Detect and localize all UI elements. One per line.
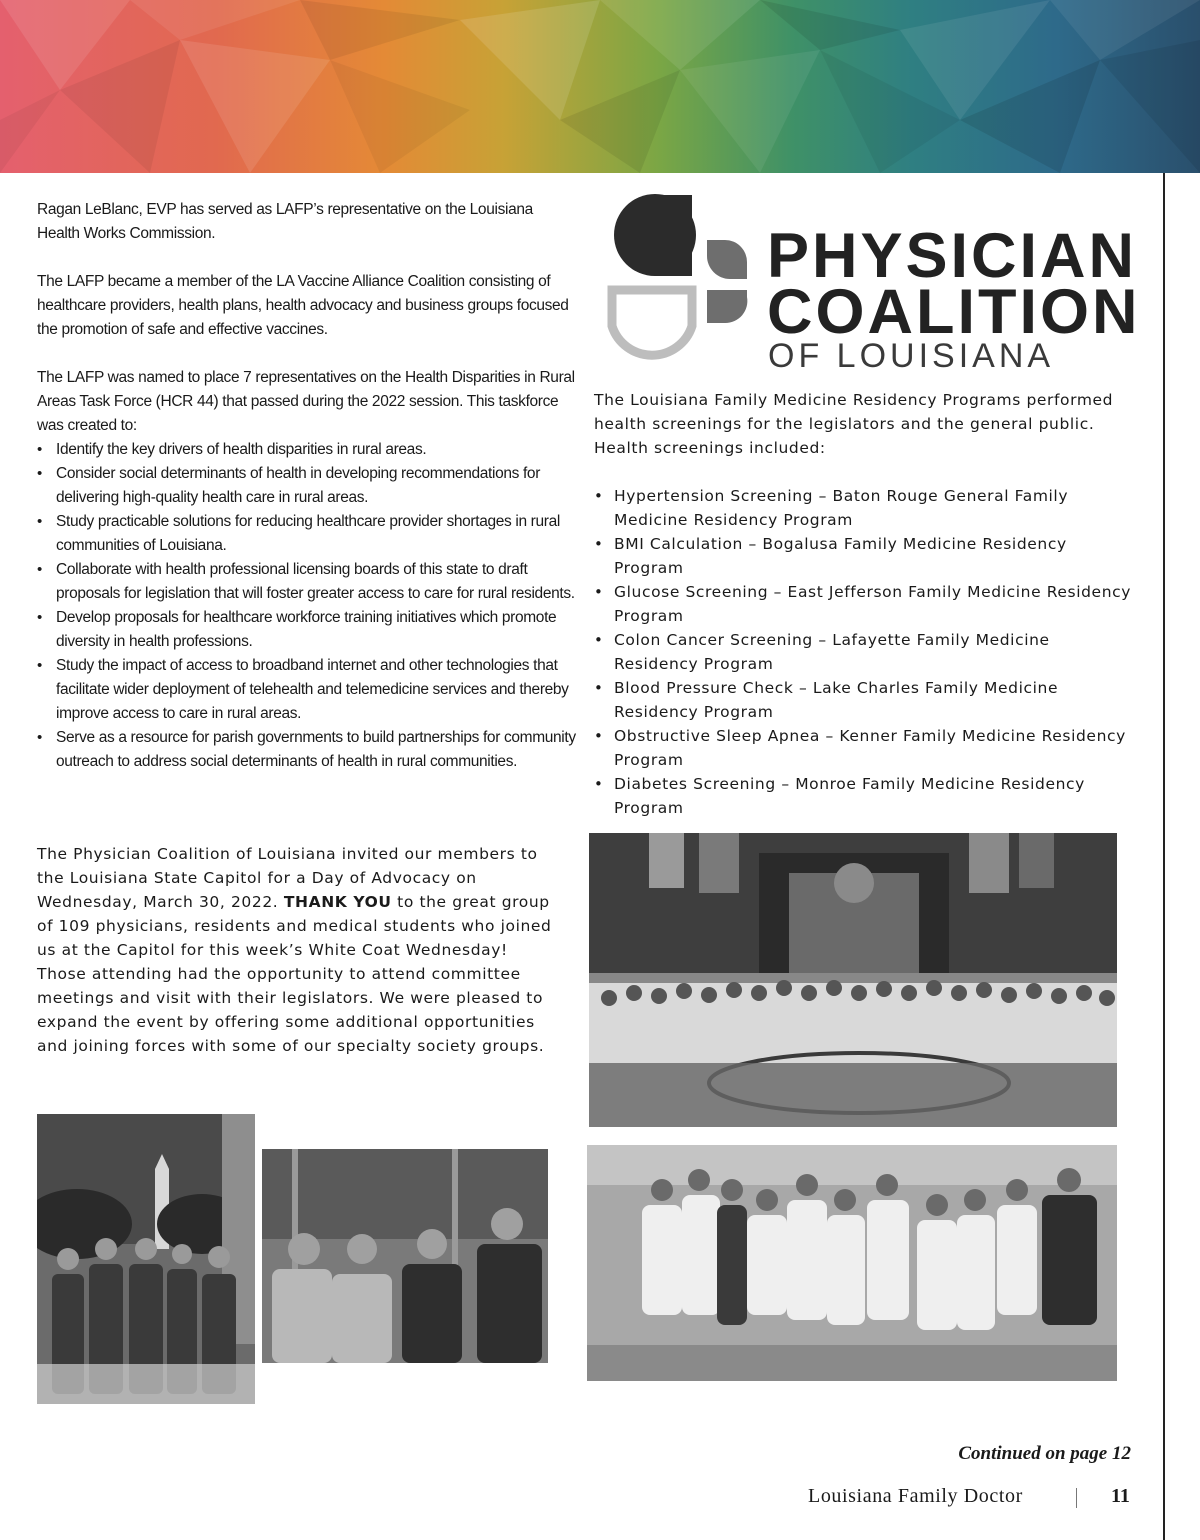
list-item: • Blood Pressure Check – Lake Charles Family Medicine Residency Program bbox=[594, 676, 1134, 724]
left-column bbox=[37, 198, 577, 798]
footer-page-number: 11 bbox=[1111, 1485, 1130, 1507]
paragraph-task-force: The LAFP was named to place 7 representatives on the Health Disparities in Rural Areas Task Force (HCR 44) that passed during the 2022 session. This taskforce was created to: bbox=[37, 369, 575, 434]
list-item: • Diabetes Screening – Monroe Family Medicine Residency Program bbox=[594, 772, 1134, 820]
right-margin-rule bbox=[1163, 173, 1165, 1540]
advocacy-rest: to the great group of 109 physicians, residents and medical students who joined us at the Capitol for this week’s White Coat Wednesday! Those attending had the opportunity to attend committee meetings and visit with their legislators. We were pleased to expand the event by offering some additional opportunities and joining forces with some of our specialty society groups. bbox=[37, 893, 552, 1055]
list-item: • Develop proposals for healthcare workforce training initiatives which promote diversity in health professions. bbox=[37, 606, 577, 654]
list-item: • Collaborate with health professional licensing boards of this state to draft proposals for legislation that will foster greater access to care for rural residents. bbox=[37, 558, 577, 606]
screenings-list bbox=[594, 484, 1134, 820]
paragraph-health-works: Ragan LeBlanc, EVP has served as LAFP’s representative on the Louisiana Health Works Commission. bbox=[37, 201, 533, 242]
list-item: • Serve as a resource for parish governments to build partnerships for community outreach to address social determinants of health in rural communities. bbox=[37, 726, 577, 774]
header-banner bbox=[0, 0, 1200, 173]
paragraph-day-of-advocacy bbox=[37, 842, 562, 1058]
list-item: • Study the impact of access to broadband internet and other technologies that facilitate wider deployment of telehealth and telemedicine services and thereby improve access to care in rural areas. bbox=[37, 654, 577, 726]
paragraph-health-screenings: The Louisiana Family Medicine Residency Programs performed health screenings for the legislators and the general public. Health screenings included: bbox=[594, 391, 1114, 457]
list-item: • Consider social determinants of health in developing recommendations for delivering high-quality health care in rural areas. bbox=[37, 462, 577, 510]
list-item: • Identify the key drivers of health disparities in rural areas. bbox=[37, 438, 577, 462]
photo-residents-white-coats bbox=[587, 1145, 1117, 1381]
continued-note: Continued on page 12 bbox=[958, 1443, 1131, 1464]
banner-polygon-pattern bbox=[0, 0, 1200, 173]
photo-reception-group bbox=[262, 1149, 548, 1363]
advocacy-intro: The Physician Coalition of Louisiana invited our members to the Louisiana State Capitol for a Day of Advocacy on Wednesday, March 30, 2022. bbox=[37, 845, 538, 911]
physician-coalition-logo bbox=[607, 193, 1141, 375]
list-item: • Glucose Screening – East Jefferson Family Medicine Residency Program bbox=[594, 580, 1134, 628]
right-column bbox=[594, 388, 1134, 844]
photo-capitol-night-group bbox=[37, 1114, 255, 1404]
list-item: • Study practicable solutions for reducing healthcare provider shortages in rural communities of Louisiana. bbox=[37, 510, 577, 558]
list-item: • Hypertension Screening – Baton Rouge General Family Medicine Residency Program bbox=[594, 484, 1134, 532]
logo-line-physician: PHYSICIAN bbox=[767, 221, 1138, 291]
photo-capitol-rotunda-group bbox=[589, 833, 1117, 1127]
footer-publication-title: Louisiana Family Doctor bbox=[808, 1485, 1023, 1507]
logo-line-coalition: COALITION bbox=[767, 277, 1141, 347]
list-item: • Obstructive Sleep Apnea – Kenner Family Medicine Residency Program bbox=[594, 724, 1134, 772]
taskforce-list bbox=[37, 438, 577, 774]
list-item: • BMI Calculation – Bogalusa Family Medicine Residency Program bbox=[594, 532, 1134, 580]
logo-mark-icon bbox=[607, 193, 757, 375]
paragraph-vaccine-alliance: The LAFP became a member of the LA Vaccine Alliance Coalition consisting of healthcare providers, health plans, health advocacy and business groups focused the promotion of safe and effective vaccines. bbox=[37, 273, 569, 338]
logo-line-of-louisiana: OF LOUISIANA bbox=[768, 337, 1055, 375]
footer-separator bbox=[1076, 1488, 1077, 1508]
advocacy-thank-you: THANK YOU bbox=[283, 893, 392, 911]
list-item: • Colon Cancer Screening – Lafayette Family Medicine Residency Program bbox=[594, 628, 1134, 676]
